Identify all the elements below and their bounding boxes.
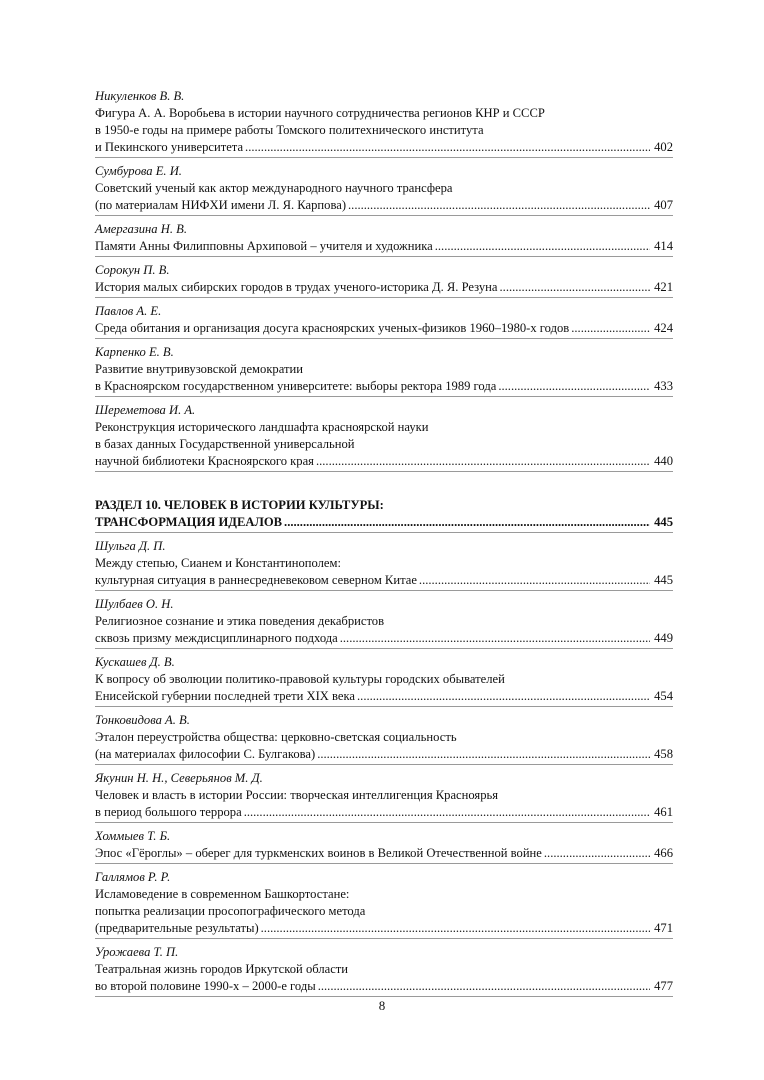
section-title-line: РАЗДЕЛ 10. ЧЕЛОВЕК В ИСТОРИИ КУЛЬТУРЫ: — [95, 498, 384, 512]
entry-author: Хоммыев Т. Б. — [95, 829, 171, 843]
entry-author: Кускашев Д. В. — [95, 655, 175, 669]
toc-entry — [95, 596, 673, 649]
entry-title-text: научной библиотеки Красноярского края — [95, 454, 314, 468]
entry-page-number: 414 — [654, 239, 673, 253]
entry-title-text: Среда обитания и организация досуга красноярских ученых-физиков 1960–1980-х годов — [95, 321, 570, 335]
entry-page-number: 471 — [654, 921, 673, 935]
entry-author: Шереметова И. А. — [95, 403, 196, 417]
entry-author: Никуленков В. В. — [95, 89, 185, 103]
toc-entry — [95, 163, 673, 216]
entry-last-line — [95, 279, 673, 296]
entry-title-line: Эталон переустройства общества: церковно-светская социальность — [95, 730, 457, 744]
entry-author: Амергазина Н. В. — [95, 222, 187, 236]
toc-entry — [95, 944, 673, 997]
toc-entry — [95, 402, 673, 472]
entry-author: Тонковидова А. В. — [95, 713, 190, 727]
dot-leader — [261, 920, 650, 937]
entry-title-line: в 1950-е годы на примере работы Томского политехнического института — [95, 123, 484, 137]
dot-leader — [544, 845, 650, 862]
entry-last-line — [95, 746, 673, 763]
section-title-text: ТРАНСФОРМАЦИЯ ИДЕАЛОВ — [95, 515, 283, 529]
dot-leader — [435, 238, 650, 255]
entry-last-line — [95, 197, 673, 214]
dot-leader — [316, 453, 650, 470]
entry-title-line: в базах данных Государственной универсальной — [95, 437, 355, 451]
entry-author: Сорокун П. В. — [95, 263, 170, 277]
toc-entry — [95, 221, 673, 257]
dot-leader — [340, 630, 650, 647]
entry-title-line: Исламоведение в современном Башкортостане: — [95, 887, 350, 901]
entry-page-number: 407 — [654, 198, 673, 212]
entry-title-text: в период большого террора — [95, 805, 242, 819]
entry-last-line — [95, 688, 673, 705]
table-of-contents — [95, 88, 673, 1002]
toc-group-after — [95, 538, 673, 997]
dot-leader — [419, 572, 650, 589]
entry-title-line: Театральная жизнь городов Иркутской области — [95, 962, 349, 976]
dot-leader — [284, 514, 650, 531]
toc-entry — [95, 869, 673, 939]
entry-page-number: 445 — [654, 573, 673, 587]
entry-page-number: 466 — [654, 846, 673, 860]
entry-last-line — [95, 320, 673, 337]
entry-title-text: (предварительные результаты) — [95, 921, 259, 935]
toc-entry — [95, 303, 673, 339]
entry-title-line: Человек и власть в истории России: творческая интеллигенция Красноярья — [95, 788, 499, 802]
entry-page-number: 449 — [654, 631, 673, 645]
entry-page-number: 402 — [654, 140, 673, 154]
toc-entry — [95, 88, 673, 158]
entry-title-line: попытка реализации просопографического метода — [95, 904, 366, 918]
page-number: 8 — [378, 998, 386, 1013]
entry-author: Карпенко Е. В. — [95, 345, 174, 359]
entry-last-line — [95, 804, 673, 821]
entry-page-number: 454 — [654, 689, 673, 703]
entry-title-text: и Пекинского университета — [95, 140, 244, 154]
entry-title-text: в Красноярском государственном университете: выборы ректора 1989 года — [95, 379, 497, 393]
section-page-number: 445 — [654, 515, 673, 529]
entry-title-text: Памяти Анны Филипповны Архиповой – учителя и художника — [95, 239, 433, 253]
toc-entry — [95, 712, 673, 765]
entry-author: Павлов А. Е. — [95, 304, 162, 318]
section-title-last-line — [95, 514, 673, 531]
entry-title-line: Реконструкция исторического ландшафта красноярской науки — [95, 420, 429, 434]
entry-page-number: 421 — [654, 280, 673, 294]
entry-author: Шулбаев О. Н. — [95, 597, 174, 611]
entry-last-line — [95, 845, 673, 862]
entry-title-line: Советский ученый как актор международного научного трансфера — [95, 181, 453, 195]
entry-last-line — [95, 453, 673, 470]
entry-title-line: К вопросу об эволюции политико-правовой культуры городских обывателей — [95, 672, 505, 686]
toc-group-before — [95, 88, 673, 472]
toc-entry — [95, 828, 673, 864]
entry-title-line: Фигура А. А. Воробьева в истории научного сотрудничества регионов КНР и СССР — [95, 106, 545, 120]
toc-entry — [95, 654, 673, 707]
dot-leader — [244, 804, 650, 821]
entry-last-line — [95, 378, 673, 395]
entry-title-line: Развитие внутривузовской демократии — [95, 362, 303, 376]
dot-leader — [498, 378, 650, 395]
entry-title-text: во второй половине 1990-х – 2000-е годы — [95, 979, 316, 993]
toc-entry — [95, 770, 673, 823]
entry-last-line — [95, 238, 673, 255]
entry-title-text: История малых сибирских городов в трудах ученого-историка Д. Я. Резуна — [95, 280, 498, 294]
entry-page-number: 461 — [654, 805, 673, 819]
entry-author: Шульга Д. П. — [95, 539, 166, 553]
entry-page-number: 433 — [654, 379, 673, 393]
dot-leader — [318, 978, 650, 995]
toc-entry — [95, 262, 673, 298]
entry-author: Урожаева Т. П. — [95, 945, 179, 959]
entry-author: Якунин Н. Н., Северьянов М. Д. — [95, 771, 263, 785]
entry-page-number: 458 — [654, 747, 673, 761]
dot-leader — [348, 197, 650, 214]
entry-last-line — [95, 978, 673, 995]
entry-title-text: культурная ситуация в раннесредневековом северном Китае — [95, 573, 417, 587]
entry-title-text: сквозь призму междисциплинарного подхода — [95, 631, 338, 645]
dot-leader — [317, 746, 650, 763]
dot-leader — [245, 139, 650, 156]
entry-author: Галлямов Р. Р. — [95, 870, 171, 884]
entry-title-text: Эпос «Гёроглы» – оберег для туркменских воинов в Великой Отечественной войне — [95, 846, 542, 860]
entry-title-line: Между степью, Сианем и Константинополем: — [95, 556, 341, 570]
toc-entry — [95, 538, 673, 591]
entry-page-number: 424 — [654, 321, 673, 335]
entry-title-text: (на материалах философии С. Булгакова) — [95, 747, 316, 761]
entry-last-line — [95, 139, 673, 156]
entry-title-text: Енисейской губернии последней трети XIX века — [95, 689, 356, 703]
entry-title-line: Религиозное сознание и этика поведения декабристов — [95, 614, 385, 628]
entry-page-number: 477 — [654, 979, 673, 993]
entry-title-text: (по материалам НИФХИ имени Л. Я. Карпова) — [95, 198, 347, 212]
dot-leader — [571, 320, 650, 337]
entry-last-line — [95, 630, 673, 647]
entry-last-line — [95, 572, 673, 589]
dot-leader — [357, 688, 650, 705]
entry-author: Сумбурова Е. И. — [95, 164, 182, 178]
entry-page-number: 440 — [654, 454, 673, 468]
entry-last-line — [95, 920, 673, 937]
section-heading — [95, 497, 673, 533]
dot-leader — [500, 279, 651, 296]
toc-entry — [95, 344, 673, 397]
